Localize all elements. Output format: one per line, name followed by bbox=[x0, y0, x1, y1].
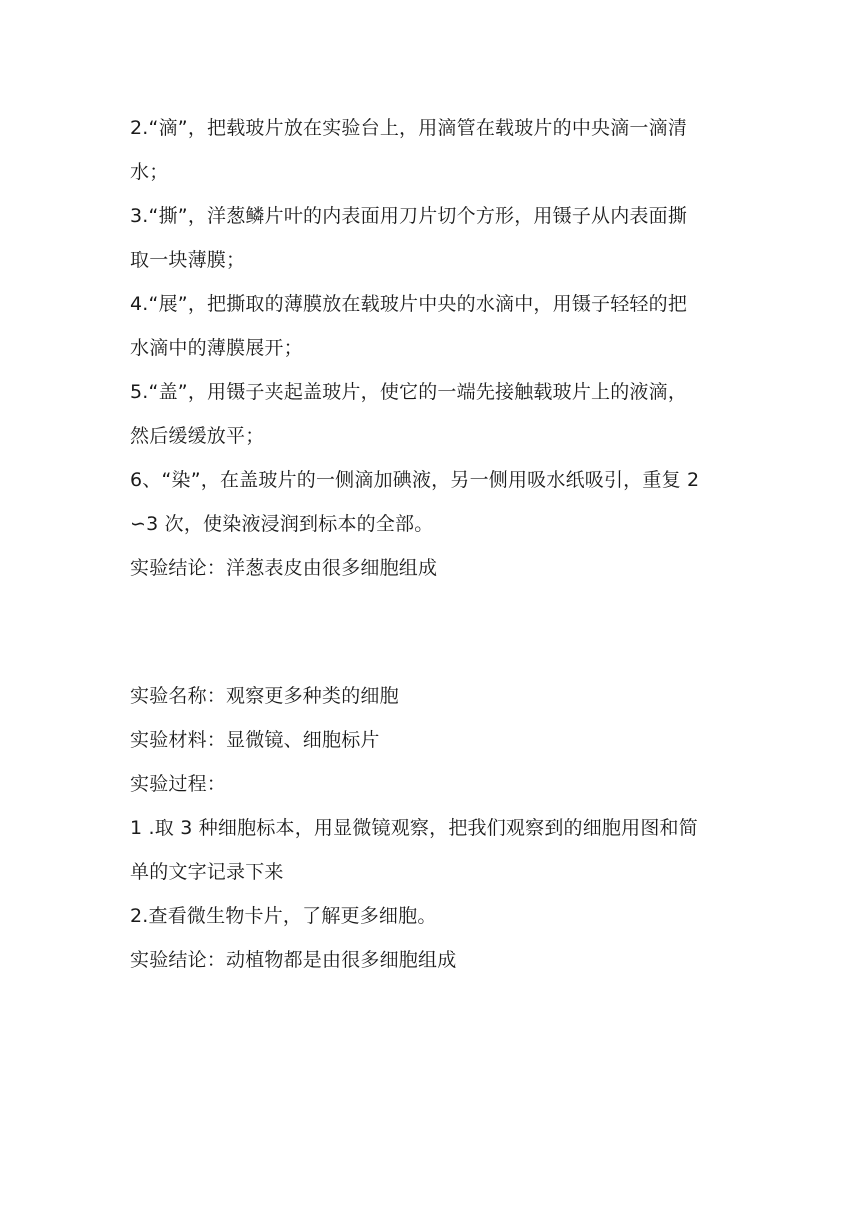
conclusion-1: 实验结论：洋葱表皮由很多细胞组成 bbox=[130, 557, 438, 579]
process-step-1-line-1: 1 .取 3 种细胞标本，用显微镜观察，把我们观察到的细胞用图和简 bbox=[130, 817, 698, 839]
step-4-line-1: 4.“展”，把撕取的薄膜放在载玻片中央的水滴中，用镊子轻轻的把 bbox=[130, 293, 688, 315]
step-3-line-2: 取一块薄膜； bbox=[130, 249, 246, 271]
section-gap bbox=[130, 590, 734, 674]
step-5-line-1: 5.“盖”，用镊子夹起盖玻片，使它的一端先接触载玻片上的液滴， bbox=[130, 381, 688, 403]
experiment-materials: 实验材料：显微镜、细胞标片 bbox=[130, 729, 380, 751]
process-step-2: 2.查看微生物卡片，了解更多细胞。 bbox=[130, 905, 437, 927]
step-3-line-1: 3.“撕”，洋葱鳞片叶的内表面用刀片切个方形，用镊子从内表面撕 bbox=[130, 205, 688, 227]
step-4-line-2: 水滴中的薄膜展开； bbox=[130, 337, 303, 359]
experiment-process-heading: 实验过程： bbox=[130, 773, 227, 795]
step-2-line-2: 水； bbox=[130, 161, 169, 183]
step-5-line-2: 然后缓缓放平； bbox=[130, 425, 265, 447]
experiment-name: 实验名称：观察更多种类的细胞 bbox=[130, 685, 399, 707]
process-step-1-line-2: 单的文字记录下来 bbox=[130, 861, 284, 883]
conclusion-2: 实验结论：动植物都是由很多细胞组成 bbox=[130, 949, 457, 971]
step-2-line-1: 2.“滴”，把载玻片放在实验台上，用滴管在载玻片的中央滴一滴清 bbox=[130, 117, 688, 139]
step-6-line-2: ∽3 次，使染液浸润到标本的全部。 bbox=[130, 513, 434, 535]
document-content bbox=[130, 106, 734, 982]
step-6-line-1: 6、“染”，在盖玻片的一侧滴加碘液，另一侧用吸水纸吸引，重复 2 bbox=[130, 469, 700, 491]
